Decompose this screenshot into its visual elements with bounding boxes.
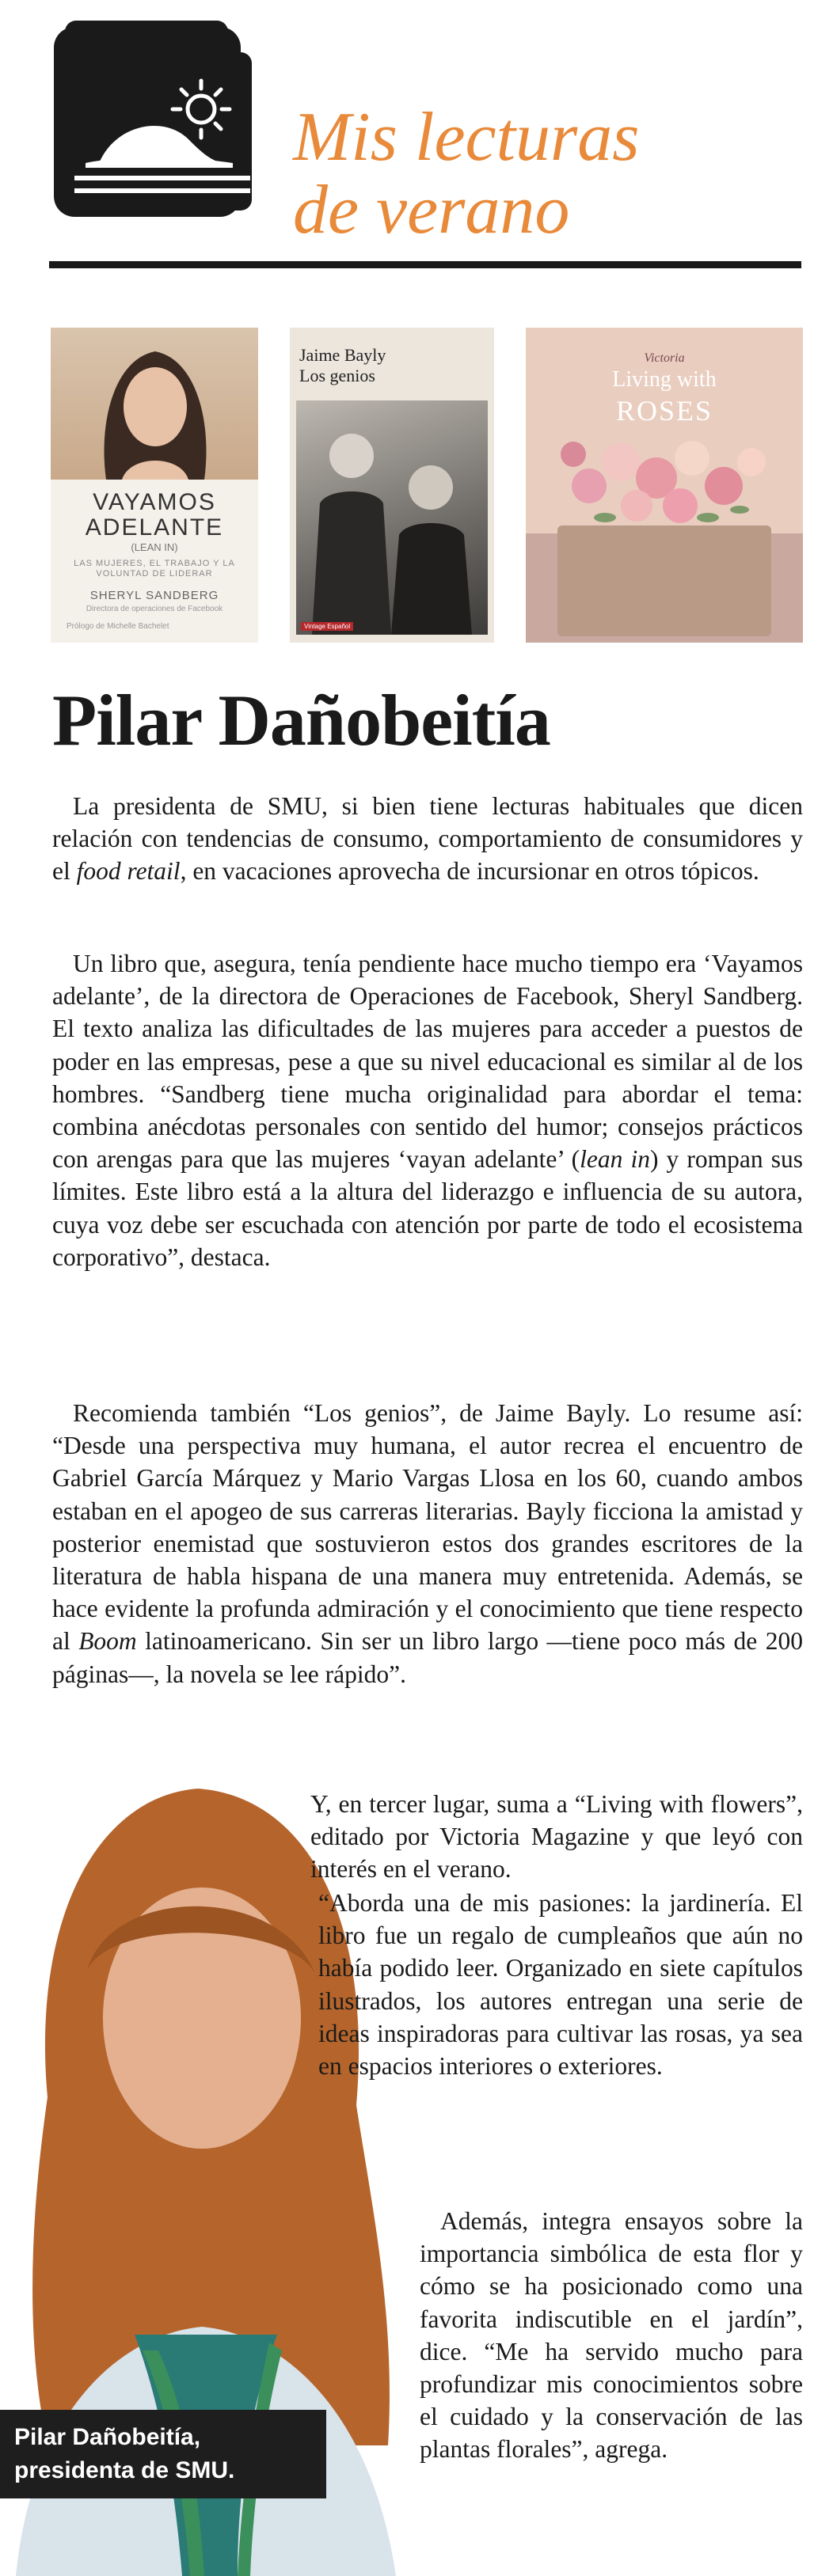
section-title-line1: Mis lecturas [293, 99, 640, 176]
section-title-line2: de verano [293, 172, 570, 248]
cover-author-note: Directora de operaciones de Facebook [86, 605, 223, 613]
author-portrait-illustration [51, 328, 258, 480]
cover-author: Jaime Bayly [299, 345, 386, 365]
cover-author-photo [51, 328, 258, 480]
cover-title-line1: Living with [612, 367, 717, 392]
paragraph-emphasis: food retail [76, 857, 181, 886]
cover-photo [296, 400, 488, 635]
book-cover-living-with-roses [526, 328, 803, 643]
caption-line2: presidenta de SMU. [14, 2457, 235, 2483]
caption-line1: Pilar Dañobeitía, [14, 2424, 201, 2450]
book-sun-icon [54, 21, 261, 217]
cover-title: VAYAMOS ADELANTE [85, 489, 224, 541]
cover-brand: Victoria [644, 351, 685, 365]
paragraph-text: Un libro que, asegura, tenía pendiente hace mucho tiempo era ‘Vayamos adelante’, de la directora de Operaciones de Facebook, Sheryl Sandberg. El texto analiza las dificultades de las mujeres para acceder a puestos de poder en las empresas, pese a que su nivel educacional es similar al de los hombres. “Sandberg tiene mucha originalidad para abordar el tema: combina anécdotas personales con sentido del humor; consejos prácticos con arengas para que las mujeres ‘vayan adelante’ ( [52, 950, 803, 1174]
article-paragraph [52, 947, 803, 1273]
book-cover-vayamos-adelante [51, 328, 258, 643]
article-headline: Pilar Dañobeitía [52, 680, 550, 761]
article-paragraph [52, 790, 803, 888]
paragraph-emphasis: lean in [580, 1145, 650, 1174]
section-title [293, 101, 640, 247]
cover-author: SHERYL SANDBERG [89, 589, 219, 602]
cover-tagline: LAS MUJERES, EL TRABAJO Y LA VOLUNTAD DE LIDERAR [74, 559, 235, 579]
article-paragraph: Además, integra ensayos sobre la importancia simbólica de esta flor y cómo se ha posicionado como una favorita indiscutible en el jardín”, dice. “Me ha servido mucho para profundizar mis conocimientos sobre el cuidado y la conservación de las plantas florales”, agrega. [420, 2207, 803, 2464]
header-divider [49, 261, 801, 268]
paragraph-emphasis: Boom [78, 1627, 137, 1656]
book-cover-los-genios [290, 328, 494, 643]
paragraph-text: , en vacaciones aprovecha de incursionar en otros tópicos. [180, 857, 759, 886]
paragraph-text: ) y rompan sus límites. Este libro está a la altura del liderazgo e influencia de su autora, cuya voz debe ser escuchada con atención por parte de todo el ecosistema corporativo”, destaca. [52, 1145, 803, 1271]
cover-subtitle: (LEAN IN) [131, 541, 178, 553]
two-men-photo-illustration [296, 400, 488, 635]
cover-foreword: Prólogo de Michelle Bachelet [67, 622, 169, 631]
article-paragraph: “Aborda una de mis pasiones: la jardinería. El libro fue un regalo de cumpleaños que aún no había podido leer. Organizado en siete capítulos ilustrados, los autores entregan una serie de ideas inspiradoras para cultivar las rosas, ya sea en espacios interiores o exteriores. [318, 1889, 803, 2081]
paragraph-text: La presidenta de SMU, si bien tiene lecturas habituales que dicen relación con tendencias de consumo, comportamiento de consumidores y el [52, 792, 803, 886]
cover-publisher: Vintage Español [301, 622, 353, 631]
paragraph-text: Recomienda también “Los genios”, de Jaime Bayly. Lo resume así: “Desde una perspectiva muy humana, el autor recrea el encuentro de Gabriel García Márquez y Mario Vargas Llosa en los 60, cuando ambos estaban en el apogeo de sus carreras literarias. Bayly ficciona la amistad y posterior enemistad que sostuvieron estos dos grandes escritores de la literatura de habla hispana de una manera muy entretenida. Además, se hace evidente la profunda admiración y el conocimiento que tiene respecto al [52, 1399, 803, 1656]
paragraph-text: latinoamericano. Sin ser un libro largo —tiene poco más de 200 páginas—, la novela se lee rápido”. [52, 1627, 803, 1688]
cover-title-line2: ROSES [615, 395, 713, 427]
photo-caption [0, 2410, 326, 2498]
article-paragraph: Y, en tercer lugar, suma a “Living with flowers”, editado por Victoria Magazine y que leyó con interés en el verano. [310, 1790, 803, 1884]
cover-title: Los genios [299, 366, 375, 385]
article-paragraph [52, 1397, 803, 1690]
